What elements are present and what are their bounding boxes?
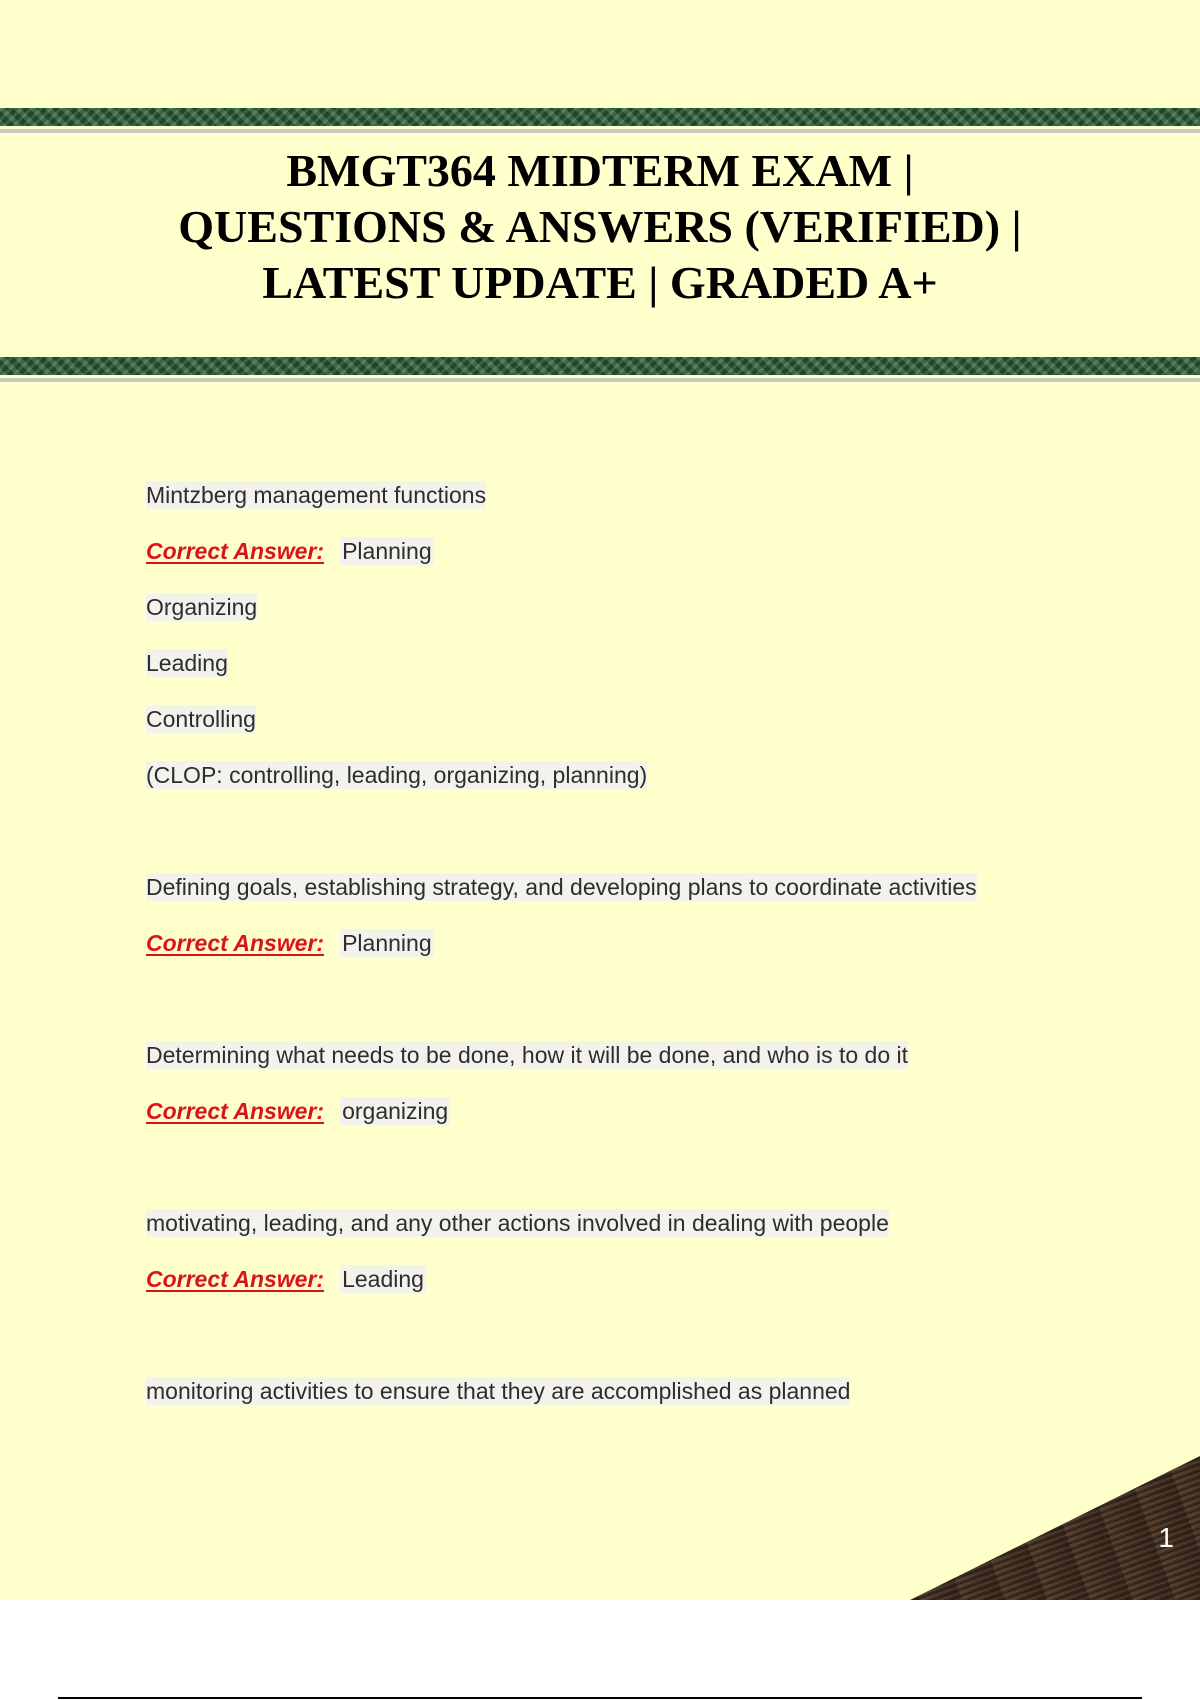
- answer-continuation: [146, 700, 1046, 756]
- answer-row: [146, 1092, 1046, 1148]
- spacer: [146, 1148, 1046, 1204]
- answer-continuation: [146, 756, 1046, 812]
- spacer: [146, 980, 1046, 1036]
- question-3: Determining what needs to be done, how it will be done, and who is to do it: [146, 1042, 909, 1068]
- correct-answer-label: Correct Answer:: [146, 930, 325, 956]
- question-text: [146, 476, 1046, 532]
- question-2: Defining goals, establishing strategy, and developing plans to coordinate activities: [146, 874, 977, 900]
- answer-row: [146, 924, 1046, 980]
- question-text: [146, 1204, 1046, 1260]
- correct-answer-label: Correct Answer:: [146, 538, 325, 564]
- header-bottom-border: [0, 357, 1200, 375]
- answer-1-line: Controlling: [146, 706, 256, 732]
- header-bottom-rule: [0, 378, 1200, 382]
- question-text: [146, 1036, 1046, 1092]
- title-line: QUESTIONS & ANSWERS (VERIFIED) |: [178, 201, 1022, 252]
- question-1: Mintzberg management functions: [146, 482, 487, 508]
- answer-1-line: Organizing: [146, 594, 258, 620]
- answer-1: Planning: [342, 538, 432, 564]
- question-text: [146, 868, 1046, 924]
- answer-continuation: [146, 588, 1046, 644]
- header-top-border: [0, 108, 1200, 126]
- answer-row: [146, 1260, 1046, 1316]
- answer-row: [146, 532, 1046, 588]
- page-number: 1: [1158, 1522, 1174, 1553]
- answer-2: Planning: [342, 930, 432, 956]
- answer-1-line: Leading: [146, 650, 228, 676]
- qa-list: [146, 476, 1046, 1428]
- corner-decoration: [910, 1456, 1200, 1600]
- title-line: LATEST UPDATE | GRADED A+: [262, 257, 938, 308]
- spacer: [146, 1316, 1046, 1372]
- header-top-rule: [0, 129, 1200, 133]
- footer-rule: [58, 1697, 1142, 1699]
- spacer: [146, 812, 1046, 868]
- answer-3: organizing: [342, 1098, 449, 1124]
- question-4: motivating, leading, and any other actions involved in dealing with people: [146, 1210, 889, 1236]
- answer-continuation: [146, 644, 1046, 700]
- answer-1-line: (CLOP: controlling, leading, organizing, planning): [146, 762, 648, 788]
- title-line: BMGT364 MIDTERM EXAM |: [286, 145, 914, 196]
- question-5: monitoring activities to ensure that they are accomplished as planned: [146, 1378, 851, 1404]
- correct-answer-label: Correct Answer:: [146, 1098, 325, 1124]
- answer-4: Leading: [342, 1266, 424, 1292]
- question-text: [146, 1372, 1046, 1428]
- correct-answer-label: Correct Answer:: [146, 1266, 325, 1292]
- document-title: [60, 143, 1140, 311]
